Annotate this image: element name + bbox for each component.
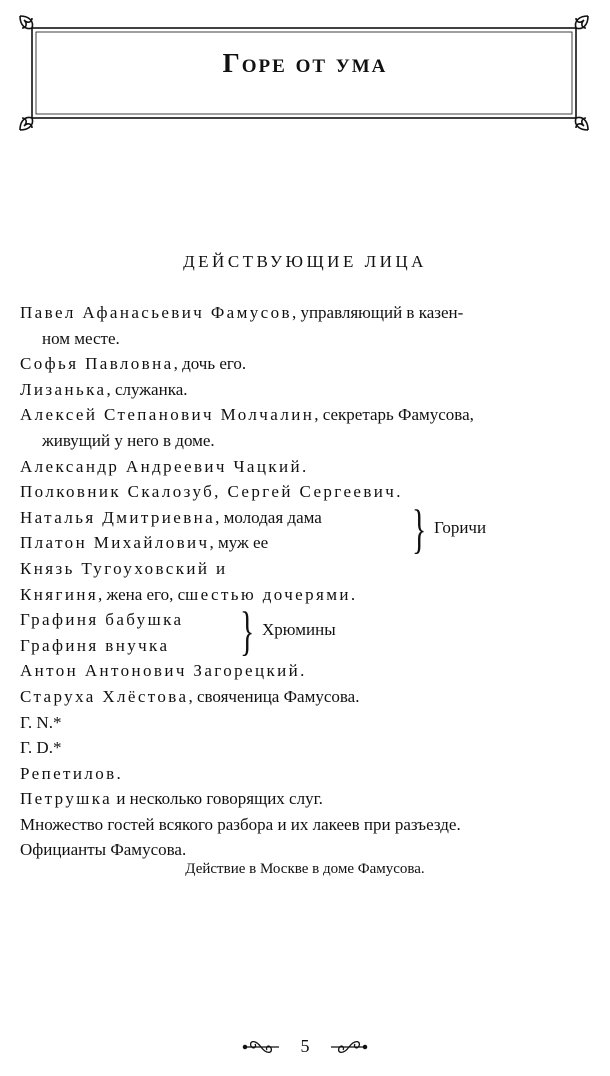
left-ornament-icon	[241, 1037, 281, 1057]
cast-entry	[20, 710, 595, 736]
character-name: Александр Андреевич Чацкий.	[20, 456, 309, 476]
character-name: Г. D.*	[20, 738, 62, 758]
character-desc: , служанка.	[106, 379, 188, 399]
character-desc: , управляющий в казен-	[291, 303, 464, 322]
character-name: шестью дочерями.	[185, 584, 358, 604]
group-label: Хрюмины	[262, 620, 336, 640]
character-name: Лизанька	[20, 379, 107, 399]
brace-icon: }	[412, 498, 427, 559]
cast-entry	[20, 761, 595, 787]
character-name: Антон Антонович Загорецкий.	[20, 661, 307, 681]
cast-entry	[20, 402, 595, 428]
character-desc: и несколько говорящих слуг.	[112, 789, 323, 809]
cast-list	[20, 300, 595, 863]
cast-entry	[20, 684, 595, 710]
character-desc: , секретарь Фамусова,	[314, 405, 474, 425]
cast-entry	[20, 377, 595, 403]
character-name: Наталья Дмитриевна	[20, 507, 216, 527]
cast-entry	[20, 556, 595, 582]
page-footer	[0, 1036, 610, 1057]
section-heading: ДЕЙСТВУЮЩИЕ ЛИЦА	[183, 252, 427, 271]
cast-entry	[20, 351, 595, 377]
cast-entry	[20, 479, 595, 505]
cast-entry	[20, 812, 595, 838]
book-title: Горе от ума	[222, 48, 388, 78]
character-name: Княгиня	[20, 584, 99, 604]
character-name: Павел Афанасьевич Фамусов	[20, 303, 292, 322]
character-name: Софья Павловна	[20, 354, 174, 374]
character-desc: Множество гостей всякого разбора и их лакеев при разъезде.	[20, 814, 461, 834]
cast-entry	[20, 454, 595, 480]
page-number: 5	[300, 1036, 310, 1056]
cast-entry-continuation: ном месте.	[42, 328, 120, 348]
character-name: Алексей Степанович Молчалин	[20, 405, 315, 425]
character-desc: , свояченица Фамусова.	[188, 686, 360, 706]
character-desc: , дочь его.	[173, 354, 247, 374]
character-name: Графиня внучка	[20, 635, 170, 655]
cast-entry	[20, 530, 595, 556]
character-name: Князь Тугоуховский и	[20, 558, 228, 578]
khryumini-group	[20, 601, 595, 662]
setting-note: Действие в Москве в доме Фамусова.	[185, 861, 425, 877]
right-ornament-icon	[329, 1037, 369, 1057]
character-desc: , молодая дама	[215, 507, 322, 527]
gorichi-group	[20, 498, 595, 559]
cast-entry-continuation: живущий у него в доме.	[42, 430, 215, 450]
character-desc: Официанты Фамусова.	[20, 840, 187, 860]
group-label: Горичи	[434, 517, 487, 537]
character-name: Репетилов.	[20, 763, 124, 783]
cast-entry	[20, 837, 595, 863]
cast-entry	[20, 658, 595, 684]
cast-entry	[20, 505, 595, 531]
cast-entry	[20, 582, 595, 608]
character-name: Старуха Хлёстова	[20, 686, 189, 706]
character-name: Петрушка	[20, 789, 113, 809]
character-name: Платон Михайлович	[20, 533, 210, 553]
cast-entry	[20, 786, 595, 812]
character-desc: , муж ее	[209, 533, 269, 553]
character-name: Графиня бабушка	[20, 610, 184, 630]
cast-entry	[20, 735, 595, 761]
cast-entry	[20, 300, 595, 326]
character-desc: , жена его, с	[98, 584, 186, 604]
character-name: Полковник Скалозуб, Сергей Сергеевич.	[20, 482, 403, 502]
character-name: Г. N.*	[20, 712, 62, 732]
brace-icon: }	[240, 601, 255, 662]
